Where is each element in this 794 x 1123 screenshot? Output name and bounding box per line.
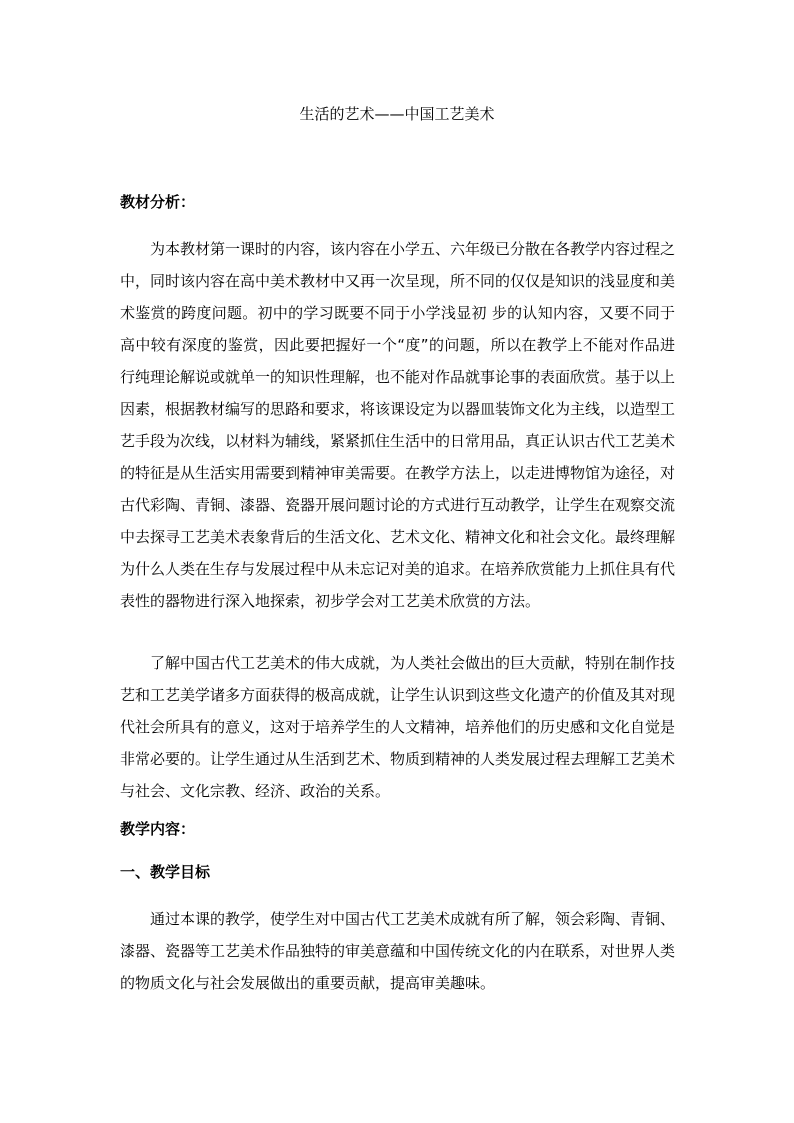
subsection-heading-goals: 一、教学目标 [120,863,211,881]
paragraph-analysis-2: 了解中国古代工艺美术的伟大成就，为人类社会做出的巨大贡献，特别在制作技艺和工艺美学诸多方面获得的极高成就，让学生认识到这些文化遗产的价值及其对现代社会所具有的意义，这对于培养学生的人文精神，培养他们的历史感和文化自觉是非常必要的。让学生通过从生活到艺术、物质到精神的人类发展过程去理解工艺美术与社会、文化宗教、经济、政治的关系。 [120,654,676,800]
section-heading-content: 教学内容： [120,820,196,838]
paragraph-analysis-1: 为本教材第一课时的内容，该内容在小学五、六年级已分散在各教学内容过程之中，同时该内容在高中美术教材中又再一次呈现，所不同的仅仅是知识的浅显度和美术鉴赏的跨度问题。初中的学习既要不同于小学浅显初 步的认知内容，又要不同于高中较有深度的鉴赏，因此要把握好一个“度”的问题，所以在教学上不能对作品进行纯理论解说或就单一的知识性理解，也不能对作品就事论事的表面欣赏。基于以上因素，根据教材编写的思路和要求，将该课设定为以器皿装饰文化为主线，以造型工艺手段为次线，以材料为辅线，紧紧抓住生活中的日常用品，真正认识古代工艺美术的特征是从生活实用需要到精神审美需要。在教学方法上，以走进博物馆为途径，对古代彩陶、青铜、漆器、瓷器开展问题讨论的方式进行互动教学，让学生在观察交流中去探寻工艺美术表象背后的生活文化、艺术文化、精神文化和社会文化。最终理解为什么人类在生存与发展过程中从未忘记对美的追求。在培养欣赏能力上抓住具有代表性的器物进行深入地探索，初步学会对工艺美术欣赏的方法。 [120,240,676,610]
paragraph-goals-1: 通过本课的教学，使学生对中国古代工艺美术成就有所了解，领会彩陶、青铜、漆器、瓷器等工艺美术作品独特的审美意蕴和中国传统文化的内在联系，对世界人类的物质文化与社会发展做出的重要贡献，提高审美趣味。 [120,910,676,992]
section-heading-analysis: 教材分析： [120,193,196,211]
document-title: 生活的艺术——中国工艺美术 [299,105,495,123]
